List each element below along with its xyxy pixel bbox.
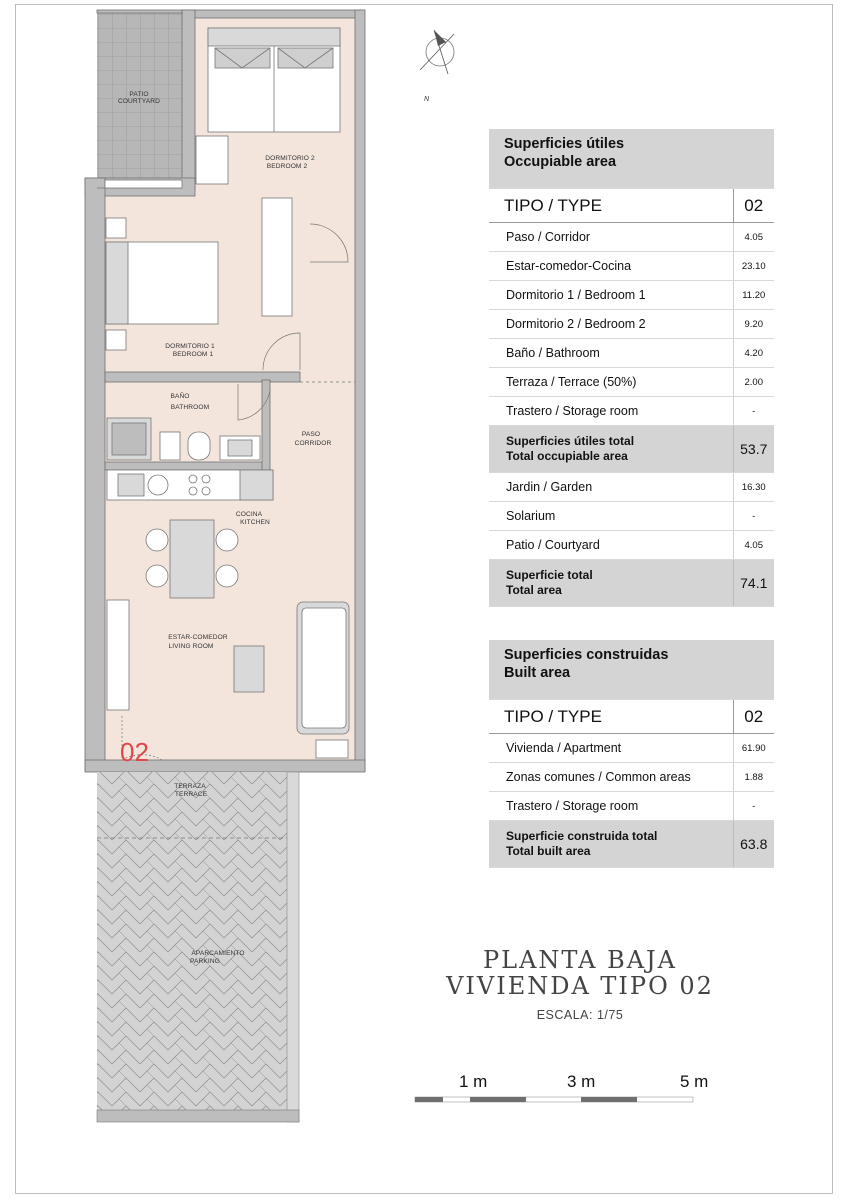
table-row	[489, 281, 774, 310]
built-header	[489, 640, 774, 700]
occupiable-header-en: Occupiable area	[504, 154, 617, 170]
row-label: Dormitorio 1 / Bedroom 1	[489, 281, 733, 310]
bedroom1-label-es: DORMITORIO 1	[165, 343, 215, 350]
type-value: 02	[733, 189, 774, 223]
terrace-label-es: TERRAZA	[174, 783, 206, 790]
built-header-en: Built area	[504, 665, 571, 681]
table-row	[489, 397, 774, 426]
bathroom-label-es: BAÑO	[170, 393, 190, 400]
built-area-table	[489, 640, 774, 868]
row-value: 4.20	[733, 339, 774, 368]
scale-bar	[415, 1097, 693, 1102]
scale-label-1m: 1 m	[459, 1072, 488, 1091]
living-label-es: ESTAR-COMEDOR	[168, 634, 228, 641]
occupiable-header-es: Superficies útiles	[504, 136, 625, 152]
row-label: Estar-comedor-Cocina	[489, 252, 733, 281]
scale-label-3m: 3 m	[567, 1072, 596, 1091]
table-row	[489, 252, 774, 281]
row-label: Trastero / Storage room	[489, 397, 733, 426]
north-label: N	[424, 96, 430, 103]
built-type-row	[489, 700, 774, 734]
table-row	[489, 502, 774, 531]
built-header-es: Superficies construidas	[504, 647, 669, 663]
table-row	[489, 531, 774, 560]
occupiable-type-row	[489, 189, 774, 223]
occupiable-area-table	[489, 129, 774, 607]
north-arrow-icon	[420, 30, 454, 74]
row-label: Trastero / Storage room	[489, 792, 733, 821]
row-label: Terraza / Terrace (50%)	[489, 368, 733, 397]
bedroom2-label-es: DORMITORIO 2	[265, 155, 315, 162]
occupiable-header	[489, 129, 774, 189]
living-label-en: LIVING ROOM	[168, 643, 214, 650]
row-value: 16.30	[733, 473, 774, 502]
row-value: 2.00	[733, 368, 774, 397]
scale-text: ESCALA: 1/75	[536, 1008, 624, 1022]
patio-label-es: PATIO	[129, 91, 149, 98]
bedroom1-label-en: BEDROOM 1	[172, 351, 214, 358]
row-value: 23.10	[733, 252, 774, 281]
occupiable-subtotal-row	[489, 426, 774, 473]
table-row	[489, 734, 774, 763]
table-row	[489, 763, 774, 792]
row-value: -	[733, 397, 774, 426]
bedroom2-label-en: BEDROOM 2	[266, 163, 308, 170]
table-row	[489, 473, 774, 502]
table-row	[489, 339, 774, 368]
parking-gate	[97, 1110, 299, 1122]
row-value: -	[733, 502, 774, 531]
row-value: 11.20	[733, 281, 774, 310]
subtotal-value: 53.7	[733, 426, 774, 473]
built-total-label-en: Total built area	[506, 844, 591, 858]
subtotal-label-es: Superficies útiles total	[506, 434, 635, 448]
kitchen-label-en: KITCHEN	[240, 519, 270, 526]
row-label: Jardin / Garden	[489, 473, 733, 502]
row-value: 4.05	[733, 531, 774, 560]
row-label: Vivienda / Apartment	[489, 734, 733, 763]
type-label: TIPO / TYPE	[489, 700, 733, 734]
plan-title-line1: PLANTA BAJA	[483, 946, 677, 974]
parking-side-wall	[287, 772, 299, 1122]
parking-label-en: PARKING	[190, 958, 220, 965]
kitchen-label-es: COCINA	[235, 511, 263, 518]
scale-label-5m: 5 m	[680, 1072, 709, 1091]
type-value: 02	[733, 700, 774, 734]
type-label: TIPO / TYPE	[489, 189, 733, 223]
total-value: 74.1	[733, 560, 774, 607]
total-label-es: Superficie total	[506, 568, 593, 582]
table-row	[489, 368, 774, 397]
built-total-row	[489, 821, 774, 868]
patio-label-en: COURTYARD	[117, 98, 161, 105]
built-total-value: 63.8	[733, 821, 774, 868]
table-row	[489, 310, 774, 339]
unit-number: 02	[120, 737, 149, 767]
table-row	[489, 792, 774, 821]
row-value: 61.90	[733, 734, 774, 763]
parking-label-es: APARCAMIENTO	[191, 950, 245, 957]
row-label: Baño / Bathroom	[489, 339, 733, 368]
built-total-label-es: Superficie construida total	[506, 829, 658, 843]
corridor-label-es: PASO	[301, 431, 321, 438]
terrace-label-en: TERRACE	[174, 791, 208, 798]
parking-paving	[97, 772, 287, 1122]
row-label: Paso / Corridor	[489, 223, 733, 252]
plan-title-line2: VIVIENDA TIPO 02	[446, 972, 714, 1000]
row-label: Solarium	[489, 502, 733, 531]
row-value: 4.05	[733, 223, 774, 252]
bathroom-label-en: BATHROOM	[170, 404, 210, 411]
table-row	[489, 223, 774, 252]
row-label: Dormitorio 2 / Bedroom 2	[489, 310, 733, 339]
total-label-en: Total area	[506, 583, 562, 597]
subtotal-label-en: Total occupiable area	[506, 449, 628, 463]
row-value: 1.88	[733, 763, 774, 792]
row-value: -	[733, 792, 774, 821]
row-label: Zonas comunes / Common areas	[489, 763, 733, 792]
corridor-label-en: CORRIDOR	[294, 440, 332, 447]
row-label: Patio / Courtyard	[489, 531, 733, 560]
row-value: 9.20	[733, 310, 774, 339]
occupiable-total-row	[489, 560, 774, 607]
kitchen-fixtures	[107, 470, 273, 500]
